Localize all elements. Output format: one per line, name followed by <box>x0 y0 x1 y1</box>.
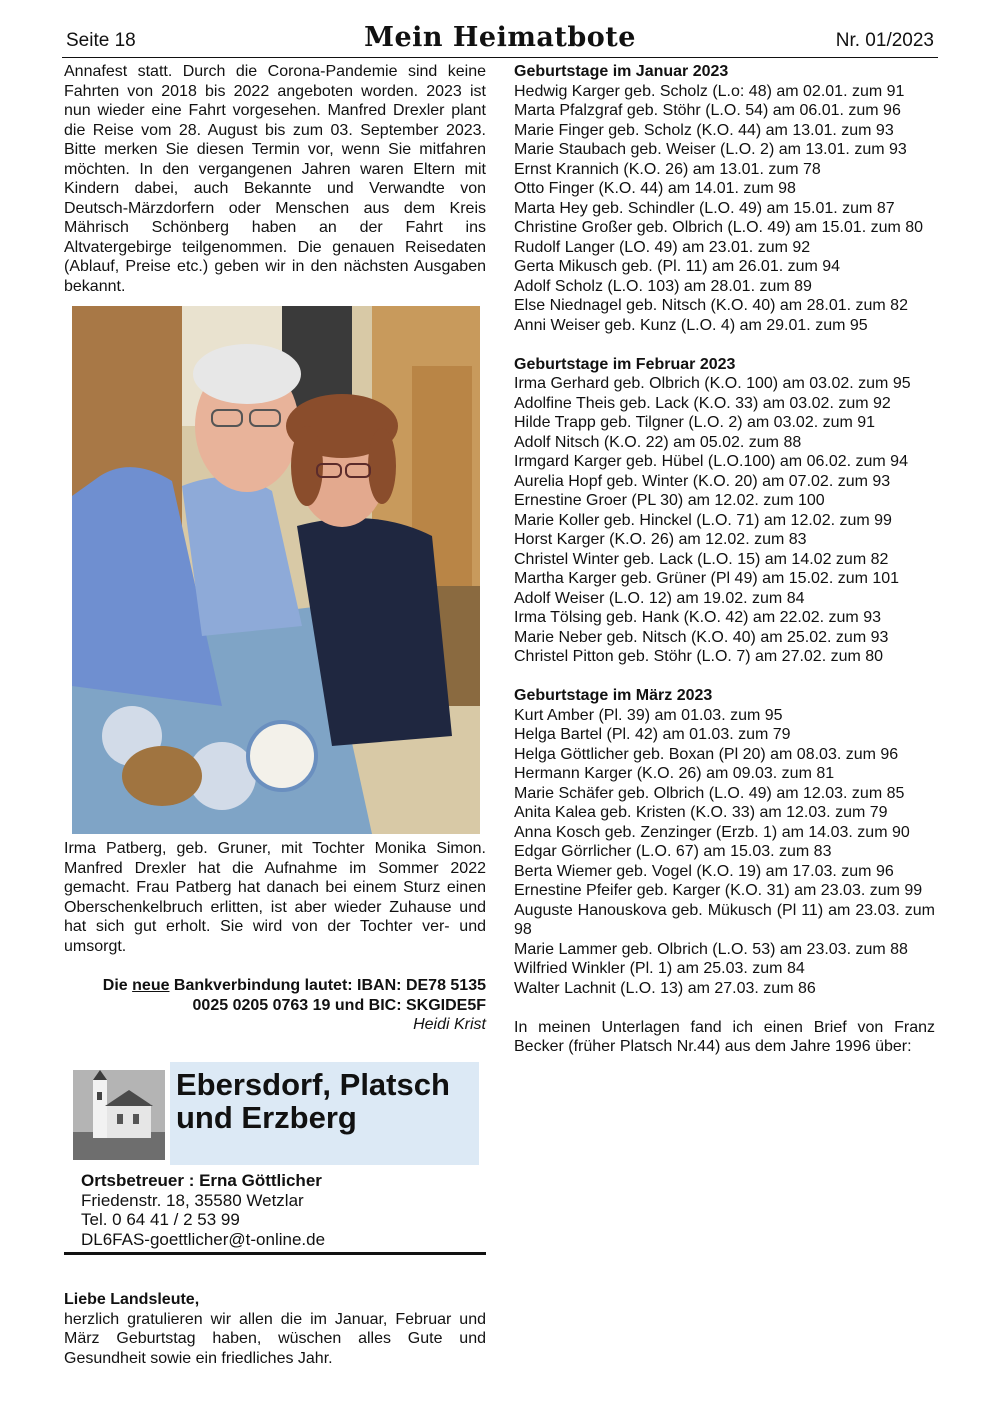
birthday-entry: Marie Staubach geb. Weiser (L.O. 2) am 13.01. zum 93 <box>514 141 907 158</box>
birthday-entry: Irmgard Karger geb. Hübel (L.O.100) am 06.02. zum 94 <box>514 453 908 470</box>
birthday-entry: Ernst Krannich (K.O. 26) am 13.01. zum 78 <box>514 160 821 178</box>
greeting-title: Liebe Landsleute, <box>64 1291 200 1308</box>
birthday-entry: Kurt Amber (Pl. 39) am 01.03. zum 95 <box>514 706 783 724</box>
february-list <box>514 374 935 667</box>
birthday-entry: Aurelia Hopf geb. Winter (K.O. 20) am 07.02. zum 93 <box>514 472 891 490</box>
greeting-text: herzlich gratulieren wir allen die im Januar, Februar und März Geburtstag haben, wüschen alles Gute und Gesundheit sowie ein friedliches Jahr. <box>64 1310 486 1367</box>
birthday-entry: Gerta Mikusch geb. (Pl. 11) am 26.01. zum 94 <box>514 258 841 275</box>
march-heading: Geburtstage im März 2023 <box>514 687 713 704</box>
closing-paragraph: In meinen Unterlagen fand ich einen Brief von Franz Becker (früher Platsch Nr.44) aus dem Jahre 1996 über: <box>514 1018 935 1055</box>
birthday-entry: Hedwig Karger geb. Scholz (L.o: 48) am 02.01. zum 91 <box>514 82 905 100</box>
family-photo <box>72 306 480 834</box>
photo-caption-text: Irma Patberg, geb. Gruner, mit Tochter Monika Simon. Manfred Drexler hat die Aufnahme im Sommer 2022 gemacht. Frau Patberg hat danach bei einem Sturz einen Oberschenkelbruch erlitten, ist aber wieder Zuhause und hat sich gut erholt. Sie wird von der Tochter ver- und umsorgt. <box>64 840 486 955</box>
right-column <box>514 62 935 1057</box>
birthday-entry: Christel Pitton geb. Stöhr (L.O. 7) am 27.02. zum 80 <box>514 648 884 665</box>
contact-phone: Tel. 0 64 41 / 2 53 99 <box>81 1210 240 1229</box>
bank-neue-word: neue <box>132 977 170 994</box>
bank-text: Bankverbindung lautet: IBAN: DE78 5135 0025 0205 0763 19 und BIC: SKGIDE5F <box>169 977 486 1014</box>
church-photo <box>73 1070 165 1160</box>
february-heading: Geburtstage im Februar 2023 <box>514 355 736 373</box>
birthday-entry: Helga Bartel (Pl. 42) am 01.03. zum 79 <box>514 726 791 743</box>
contact-divider <box>64 1252 486 1255</box>
birthday-entry: Christel Winter geb. Lack (L.O. 15) am 14.02 zum 82 <box>514 550 889 568</box>
intro-paragraph: Annafest statt. Durch die Corona-Pandemie sind keine Fahrten von 2018 bis 2022 angeboten worden. 2023 ist nun wieder eine Fahrt vorgesehen. Manfred Drexler plant die Reise vom 28. August bis zum 03. September 2023. Bitte merken Sie diesen Termin vor, wenn Sie mitfahren möchten. In den vergangenen Jahren waren Eltern mit Kindern dabei, auch Bekannte und Verwandte von Deutsch-Märzdorfern oder Menschen aus dem Kreis Mährisch Schönberg haben an der Fahrt ins Altvatergebirge teilgenommen. Die genauen Reisedaten (Ablauf, Preise etc.) geben wir in den nächsten Ausgaben bekannt. <box>64 63 486 295</box>
birthday-entry: Wilfried Winkler (Pl. 1) am 25.03. zum 84 <box>514 960 805 977</box>
author-signature: Heidi Krist <box>413 1016 486 1033</box>
header-divider <box>62 57 938 58</box>
birthday-entry: Adolf Weiser (L.O. 12) am 19.02. zum 84 <box>514 589 805 607</box>
birthday-entry: Ernestine Pfeifer geb. Karger (K.O. 31) am 23.03. zum 99 <box>514 882 923 899</box>
birthday-entry: Else Niednagel geb. Nitsch (K.O. 40) am 28.01. zum 82 <box>514 297 908 314</box>
page-number: Seite 18 <box>66 30 136 51</box>
birthday-entry: Helga Göttlicher geb. Boxan (Pl 20) am 08.03. zum 96 <box>514 745 899 763</box>
birthday-entry: Hermann Karger (K.O. 26) am 09.03. zum 81 <box>514 765 835 782</box>
birthday-entry: Auguste Hanouskova geb. Mükusch (Pl 11) am 23.03. zum 98 <box>514 901 935 938</box>
photo-caption <box>64 839 486 956</box>
january-list <box>514 82 935 336</box>
birthday-entry: Martha Karger geb. Grüner (Pl 49) am 15.02. zum 101 <box>514 570 900 587</box>
birthday-entry: Anita Kalea geb. Kristen (K.O. 33) am 12.03. zum 79 <box>514 804 888 821</box>
birthday-entry: Anna Kosch geb. Zenzinger (Erzb. 1) am 14.03. zum 90 <box>514 823 910 841</box>
march-list <box>514 706 935 999</box>
birthday-entry: Anni Weiser geb. Kunz (L.O. 4) am 29.01. zum 95 <box>514 316 868 334</box>
left-column <box>64 62 486 296</box>
birthday-entry: Hilde Trapp geb. Tilgner (L.O. 2) am 03.02. zum 91 <box>514 414 876 431</box>
section-title-line-2: und Erzberg <box>176 1100 357 1135</box>
masthead-title: Mein Heimatbote <box>364 22 636 53</box>
birthday-entry: Adolfine Theis geb. Lack (K.O. 33) am 03.02. zum 92 <box>514 394 891 412</box>
birthday-entry: Edgar Görrlicher (L.O. 67) am 15.03. zum 83 <box>514 843 832 860</box>
section-title-line-1: Ebersdorf, Platsch <box>176 1067 450 1102</box>
birthday-entry: Marie Lammer geb. Olbrich (L.O. 53) am 23.03. zum 88 <box>514 940 908 958</box>
contact-email: DL6FAS-goettlicher@t-online.de <box>81 1229 326 1249</box>
birthday-entry: Marta Hey geb. Schindler (L.O. 49) am 15.01. zum 87 <box>514 199 895 217</box>
birthday-entry: Christine Großer geb. Olbrich (L.O. 49) am 15.01. zum 80 <box>514 219 924 236</box>
birthday-entry: Horst Karger (K.O. 26) am 12.02. zum 83 <box>514 531 807 548</box>
birthday-entry: Otto Finger (K.O. 44) am 14.01. zum 98 <box>514 180 796 197</box>
birthday-entry: Ernestine Groer (PL 30) am 12.02. zum 100 <box>514 492 825 509</box>
january-heading: Geburtstage im Januar 2023 <box>514 63 729 80</box>
birthday-entry: Adolf Nitsch (K.O. 22) am 05.02. zum 88 <box>514 433 802 451</box>
greeting-block <box>64 1290 486 1368</box>
birthday-entry: Adolf Scholz (L.O. 103) am 28.01. zum 89 <box>514 277 812 295</box>
birthday-entry: Marie Koller geb. Hinckel (L.O. 71) am 12.02. zum 99 <box>514 511 892 529</box>
birthday-entry: Marie Neber geb. Nitsch (K.O. 40) am 25.02. zum 93 <box>514 628 889 646</box>
birthday-entry: Marie Schäfer geb. Olbrich (L.O. 49) am 12.03. zum 85 <box>514 784 905 802</box>
issue-number: Nr. 01/2023 <box>835 30 934 51</box>
birthday-entry: Berta Wiemer geb. Vogel (K.O. 19) am 17.03. zum 96 <box>514 862 894 880</box>
birthday-entry: Marie Finger geb. Scholz (K.O. 44) am 13.01. zum 93 <box>514 121 894 139</box>
contact-block <box>81 1171 481 1249</box>
birthday-entry: Irma Gerhard geb. Olbrich (K.O. 100) am 03.02. zum 95 <box>514 375 911 392</box>
birthday-entry: Irma Tölsing geb. Hank (K.O. 42) am 22.02. zum 93 <box>514 609 881 626</box>
bank-details <box>64 976 486 1035</box>
section-title <box>176 1068 450 1134</box>
bank-prefix: Die <box>102 977 133 994</box>
birthday-entry: Rudolf Langer (LO. 49) am 23.01. zum 92 <box>514 238 811 256</box>
contact-role: Ortsbetreuer : Erna Göttlicher <box>81 1171 322 1190</box>
birthday-entry: Marta Pfalzgraf geb. Stöhr (L.O. 54) am 06.01. zum 96 <box>514 102 901 119</box>
section-title-box <box>170 1062 479 1165</box>
contact-address: Friedenstr. 18, 35580 Wetzlar <box>81 1190 304 1210</box>
birthday-entry: Walter Lachnit (L.O. 13) am 27.03. zum 86 <box>514 979 816 997</box>
